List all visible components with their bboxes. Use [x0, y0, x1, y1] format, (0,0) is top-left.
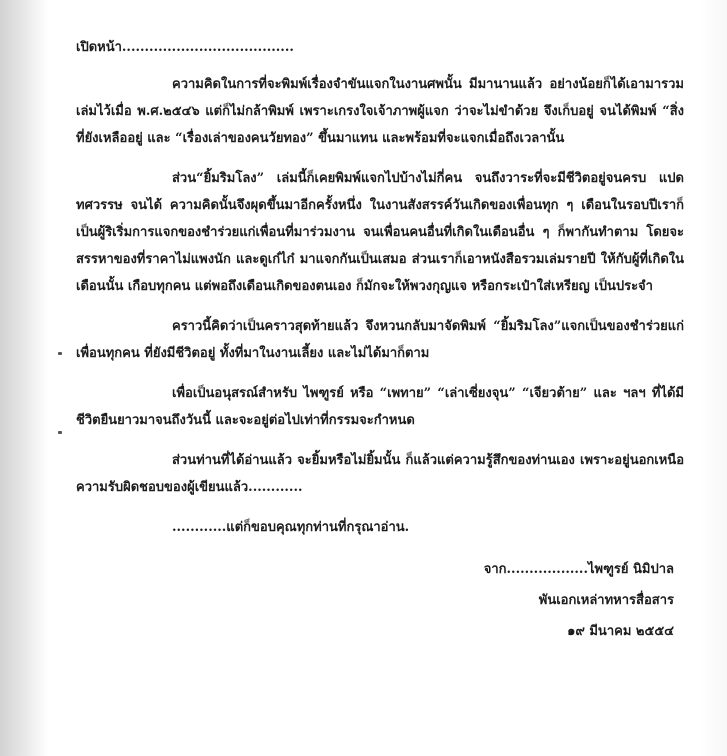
signature-from: จาก..................ไพฑูรย์ นิมิปาล [483, 562, 674, 577]
paragraph-6: ............แต่ก็ขอบคุณทุกท่านที่กรุณาอ่าน. [172, 520, 410, 535]
scan-speck [58, 431, 62, 434]
letter-body [76, 34, 684, 647]
paragraph-2: ส่วน“ยิ้มริมโลง” เล่มนี้ก็เคยพิมพ์แจกไปบ้างไม่กี่คน จนถึงวาระที่จะมีชีวิตอยู่จนครบ แปดทศวรรษ จนได้ ความคิดนั้นจึงผุดขึ้นมาอีกครั้งหนึ่ง ในงานสังสรรค์วันเกิดของเพื่อนทุก ๆ เดือนในรอบปีเราก็เป็นผู้ริเริ่มการแจกของชำร่วยแก่เพื่อนที่มาร่วมงาน จนเพื่อนคนอื่นที่เกิดในเดือนอื่น ๆ ก็พากันทำตาม โดยจะสรรหาของที่ราคาไม่แพงนัก และดูเก๋ไก๋ มาแจกกันเป็นเสมอ ส่วนเราก็เอาหนังสือรวมเล่มรายปี ให้กับผู้ที่เกิดในเดือนนั้น เกือบทุกคน แต่พอถึงเดือนเกิดของตนเอง ก็มักจะให้พวงกุญแจ หรือกระเป๋าใส่เหรียญ เป็นประจำ [76, 171, 684, 294]
signature-block [76, 554, 684, 647]
signature-date: ๑๙ มีนาคม ๒๕๕๔ [567, 624, 674, 639]
scan-speck [58, 352, 62, 355]
paragraph-3: คราวนี้คิดว่าเป็นคราวสุดท้ายแล้ว จึงหวนกลับมาจัดพิมพ์ “ยิ้มริมโลง”แจกเป็นของชำร่วยแก่เพื่อนทุกคน ที่ยังมีชีวิตอยู่ ทั้งที่มาในงานเลี้ยง และไม่ได้มาก็ตาม [76, 319, 684, 361]
paragraph-4: เพื่อเป็นอนุสรณ์สำหรับ ไพฑูรย์ หรือ “เพทาย” “เล่าเซี่ยงจุน” “เจียวต้าย” และ ฯลฯ ที่ได้มีชีวิตยืนยาวมาจนถึงวันนี้ และจะอยู่ต่อไปเท่าที่กรรมจะกำหนด [76, 386, 684, 428]
letter-title: เปิดหน้า...................................... [76, 40, 294, 55]
paragraph-1: ความคิดในการที่จะพิมพ์เรื่องจำขันแจกในงานศพนั้น มีมานานแล้ว อย่างน้อยก็ได้เอามารวมเล่มไว้เมื่อ พ.ศ.๒๕๔๖ แต่ก็ไม่กล้าพิมพ์ เพราะเกรงใจเจ้าภาพผู้แจก ว่าจะไม่ขำด้วย จึงเก็บอยู่ จนได้พิมพ์ “สิ่งที่ยังเหลืออยู่ และ “เรื่องเล่าของคนวัยทอง” ขึ้นมาแทน และพร้อมที่จะแจกเมื่อถึงเวลานั้น [76, 77, 684, 146]
paragraph-5: ส่วนท่านที่ได้อ่านแล้ว จะยิ้มหรือไม่ยิ้มนั้น ก็แล้วแต่ความรู้สึกของท่านเอง เพราะอยู่นอกเหนือความรับผิดชอบของผู้เขียนแล้ว............ [76, 453, 684, 495]
signature-rank: พันเอกเหล่าทหารสื่อสาร [538, 593, 674, 608]
page-binding-shadow [0, 0, 48, 756]
